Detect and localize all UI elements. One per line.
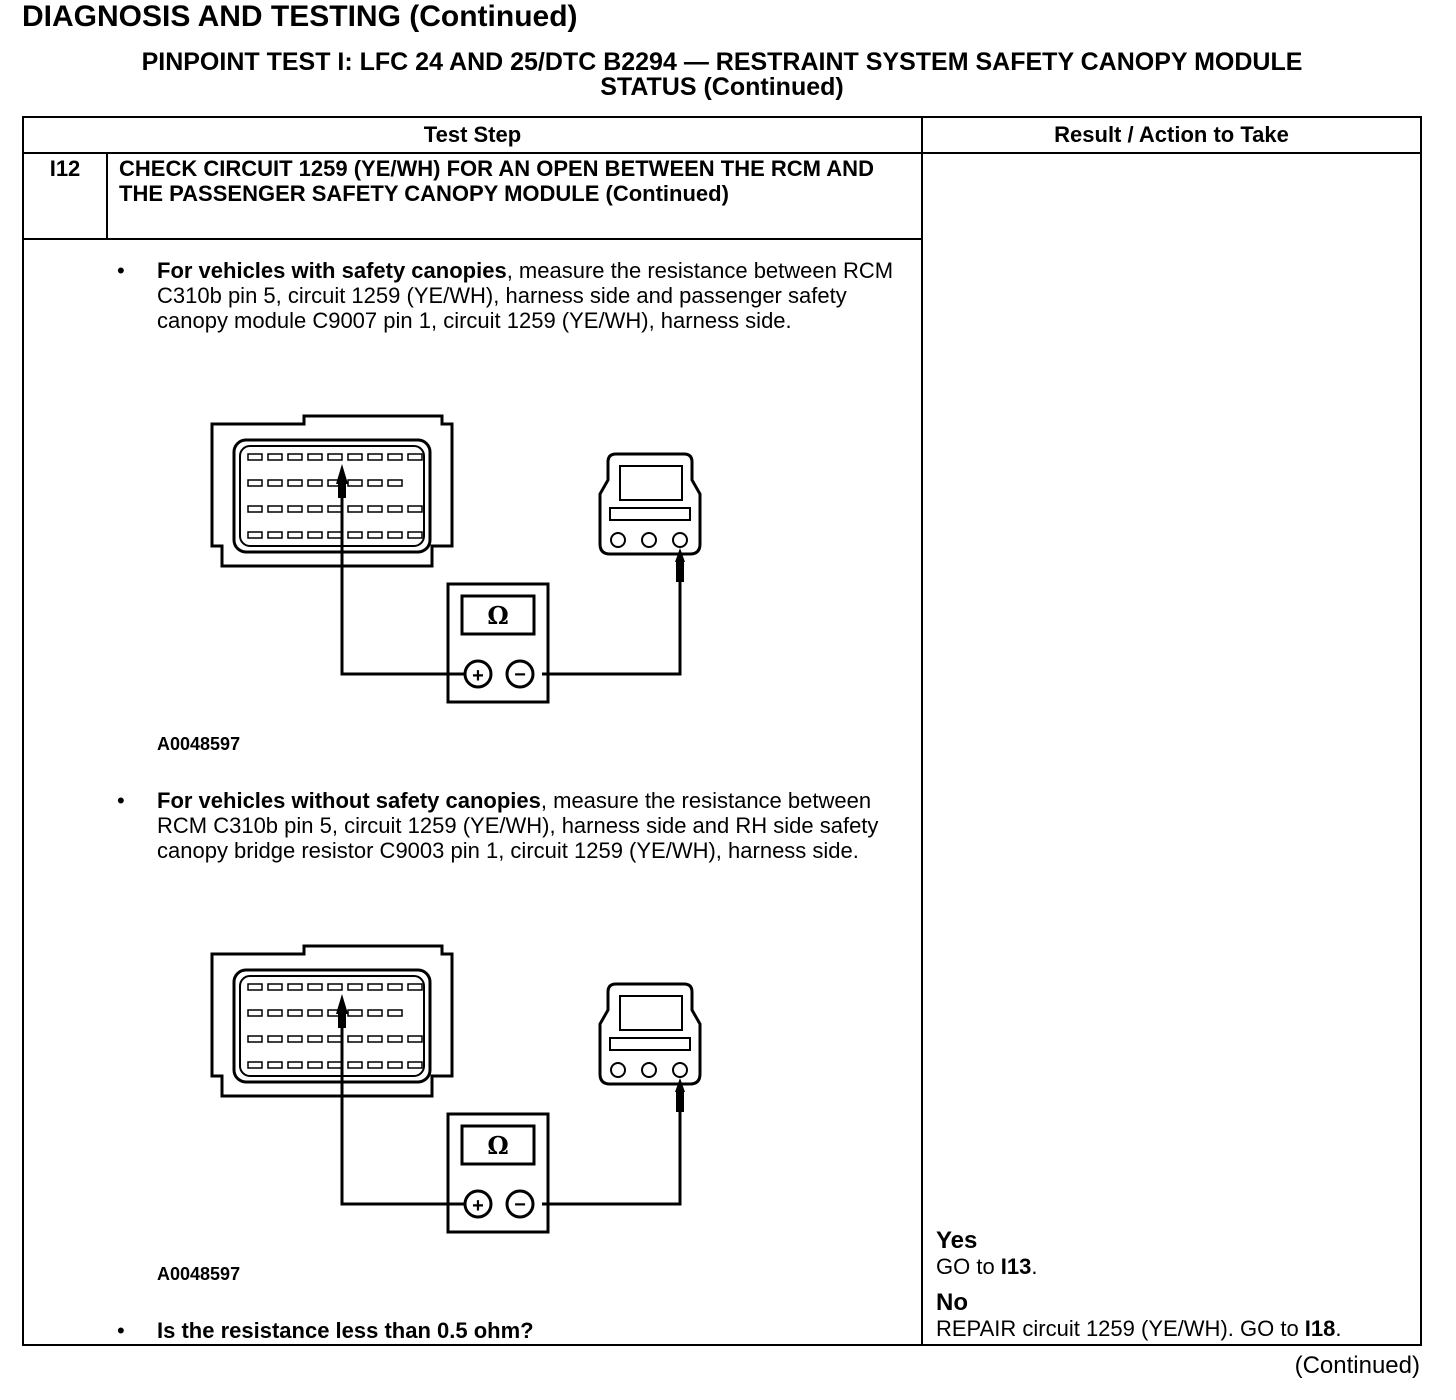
instruction-2-bold: For vehicles without safety canopies (157, 788, 541, 813)
result-yes-suffix: . (1031, 1254, 1038, 1279)
wiring-diagram-2 (204, 942, 724, 1242)
result-yes-label: Yes (936, 1227, 978, 1254)
header-result-action: Result / Action to Take (1054, 122, 1289, 147)
question-text: Is the resistance less than 0.5 ohm? (157, 1318, 534, 1343)
bullet-1: • (117, 258, 125, 283)
result-no-target: I18 (1304, 1316, 1336, 1341)
question (157, 1318, 917, 1343)
result-no-label: No (936, 1289, 968, 1316)
result-yes-prefix: GO to (936, 1254, 1001, 1279)
meter-plus: + (472, 1195, 484, 1217)
result-yes-target: I13 (1000, 1254, 1032, 1279)
pinpoint-test-title-line2: STATUS (Continued) (600, 73, 844, 101)
pinpoint-test-title-line1: PINPOINT TEST I: LFC 24 AND 25/DTC B2294 — RESTRAINT SYSTEM SAFETY CANOPY MODULE (141, 48, 1303, 76)
meter-minus: − (514, 664, 526, 686)
step-id: I12 (49, 156, 81, 181)
bullet-2: • (117, 788, 125, 813)
figure-1-code: A0048597 (157, 734, 241, 754)
result-no-prefix: REPAIR circuit 1259 (YE/WH). GO to (936, 1316, 1305, 1341)
instruction-1 (157, 258, 917, 333)
instruction-1-text: , measure the resistance between RCM C310b pin 5, circuit 1259 (YE/WH), harness side and passenger safety canopy module C9007 pin 1, circuit 1259 (YE/WH), harness side. (157, 258, 894, 333)
meter-minus: − (514, 1194, 526, 1216)
instruction-2-text: , measure the resistance between RCM C310b pin 5, circuit 1259 (YE/WH), harness side and RH side safety canopy bridge resistor C9003 pin 1, circuit 1259 (YE/WH), harness side. (157, 788, 879, 863)
meter-ohm-symbol: Ω (487, 601, 509, 630)
bullet-3: • (117, 1318, 125, 1343)
header-test-step: Test Step (423, 122, 522, 147)
wiring-diagram-1 (204, 412, 724, 712)
figure-2-code: A0048597 (157, 1264, 241, 1284)
meter-ohm-symbol: Ω (487, 1131, 509, 1160)
meter-plus: + (472, 665, 484, 687)
pinpoint-test-title (22, 50, 1422, 100)
instruction-2 (157, 788, 917, 863)
continued-footer: (Continued) (1294, 1352, 1420, 1379)
result-no-suffix: . (1335, 1316, 1342, 1341)
test-step-table (22, 116, 1422, 1346)
section-title: DIAGNOSIS AND TESTING (Continued) (22, 0, 578, 33)
result-no (936, 1290, 1342, 1342)
step-heading: CHECK CIRCUIT 1259 (YE/WH) FOR AN OPEN BETWEEN THE RCM AND THE PASSENGER SAFETY CANOPY MODULE (Continued) (119, 156, 874, 206)
instruction-1-bold: For vehicles with safety canopies (157, 258, 507, 283)
result-yes (936, 1228, 1038, 1280)
